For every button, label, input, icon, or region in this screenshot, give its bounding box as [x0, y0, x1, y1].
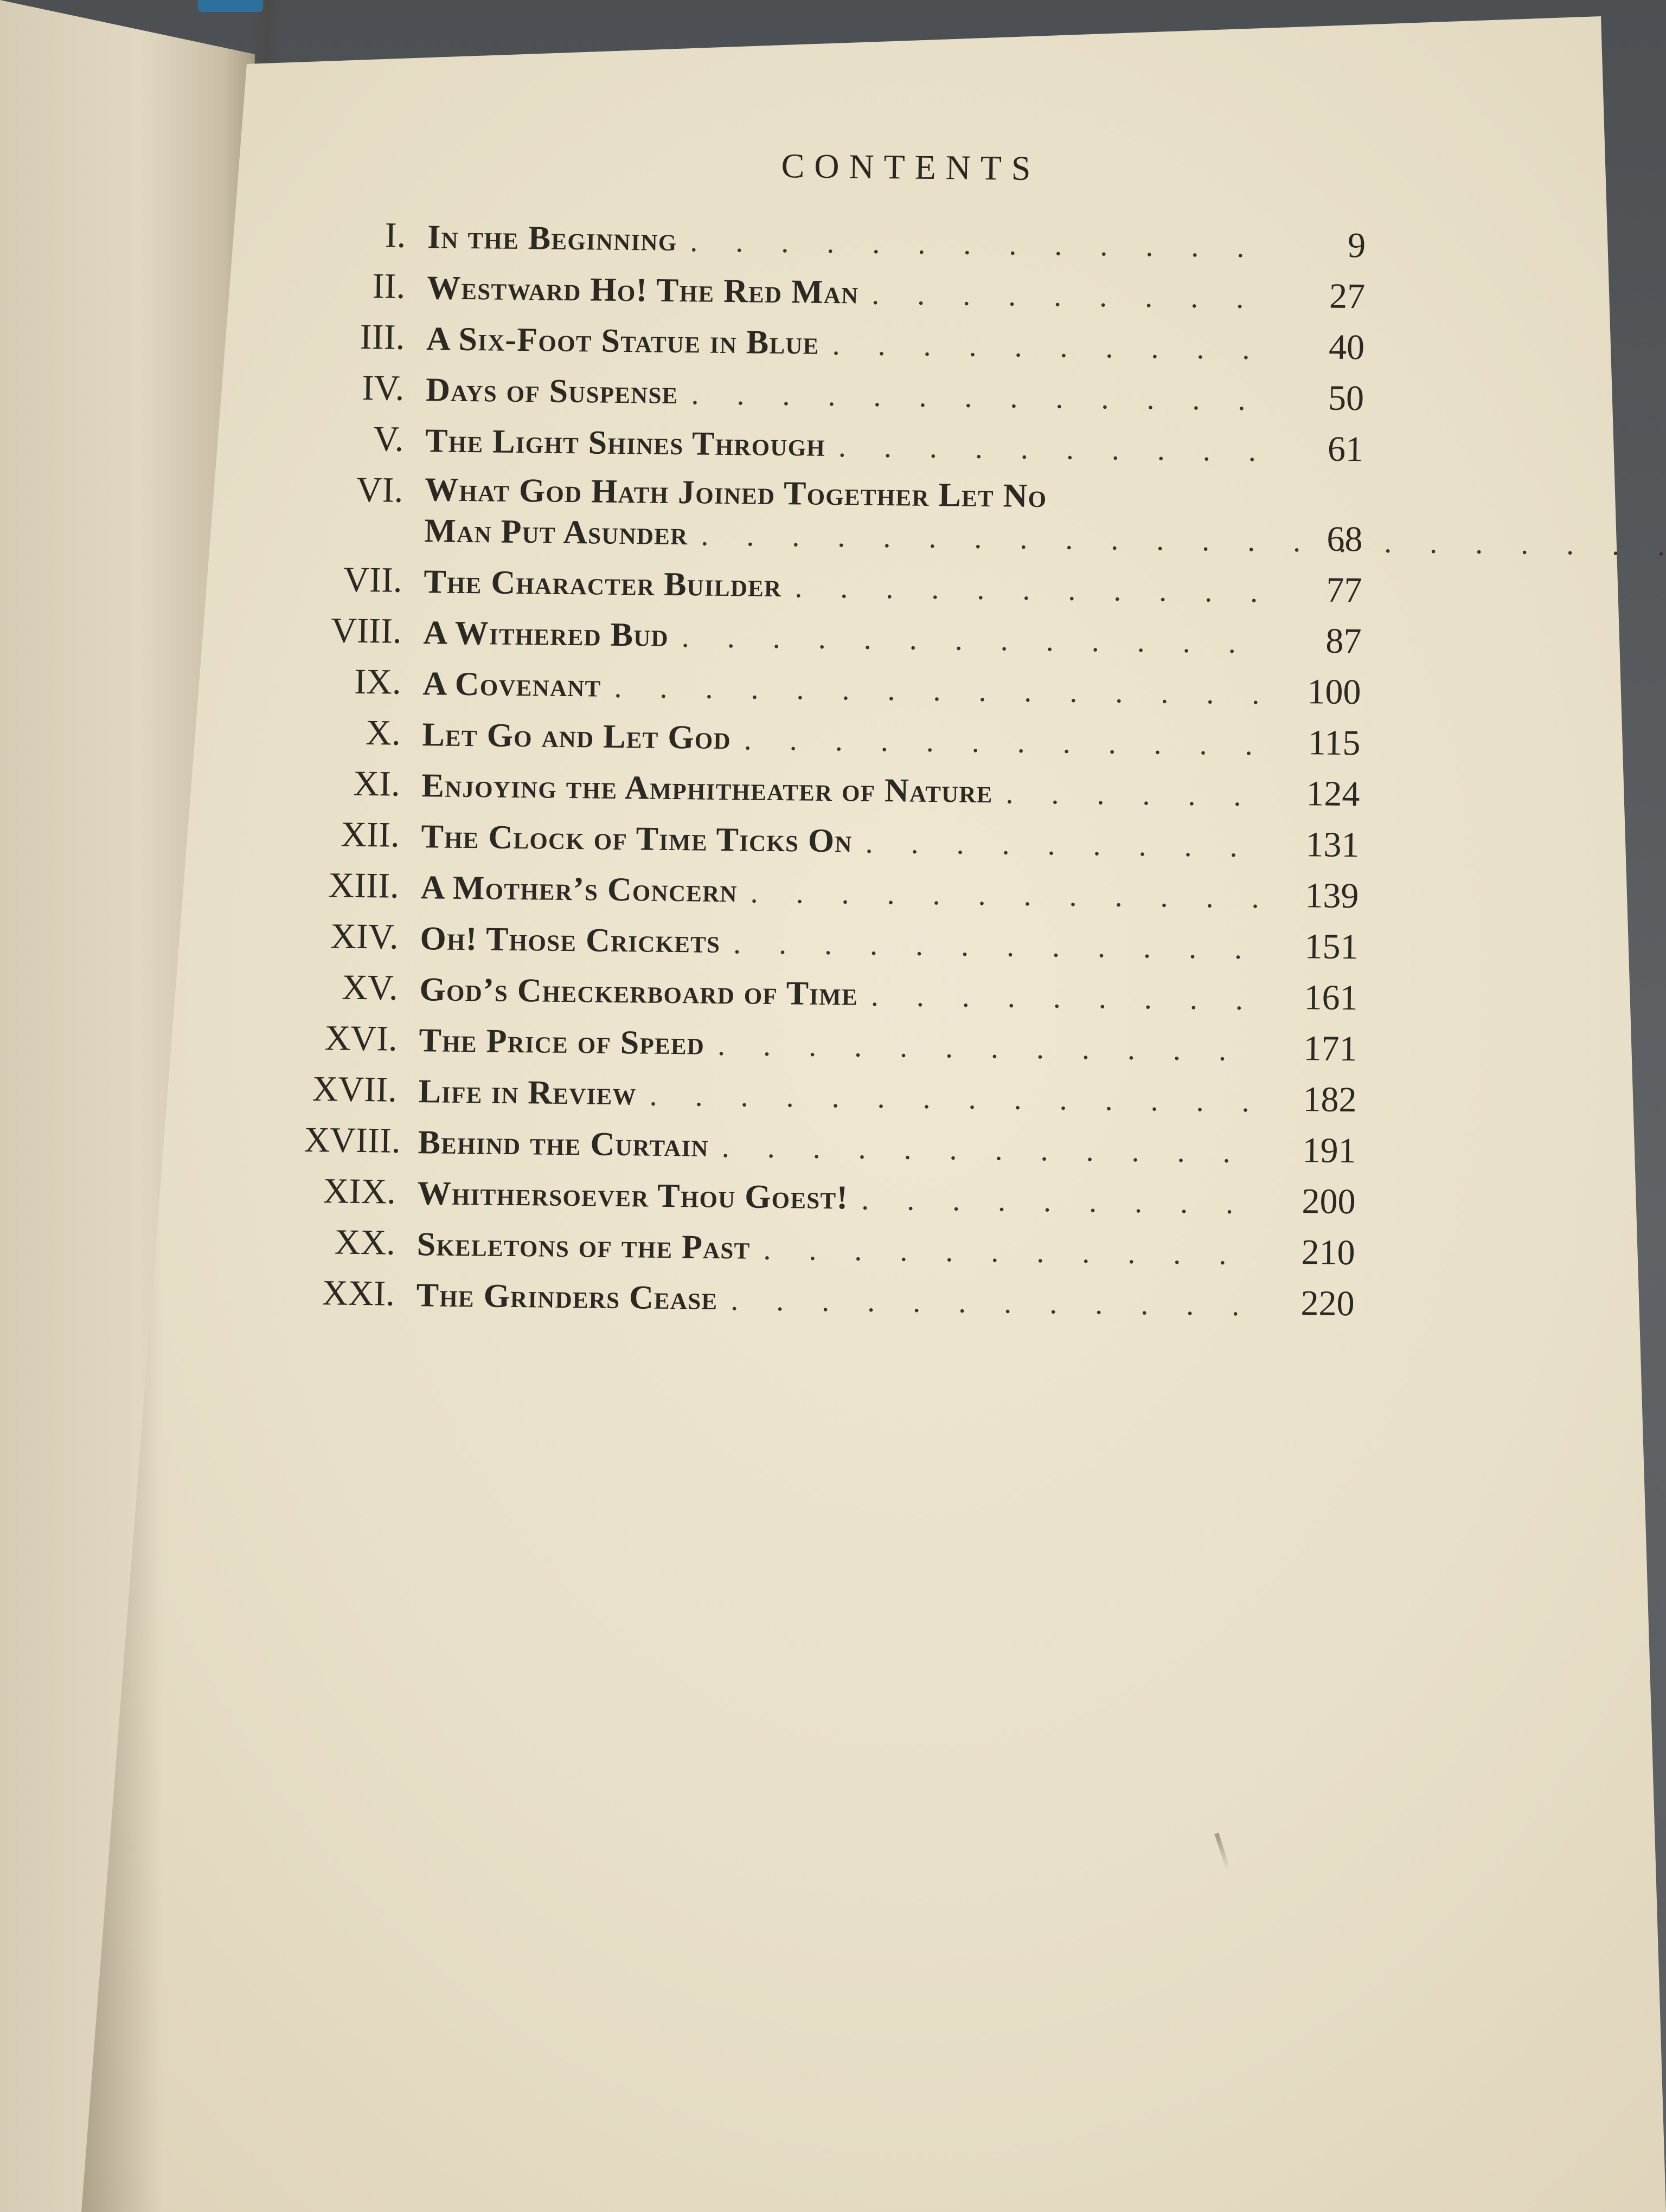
dot-leader	[720, 928, 1266, 964]
chapter-numeral: III.	[360, 317, 405, 357]
chapter-numeral: XIII.	[328, 865, 400, 906]
chapter-title: Whithersoever Thou Goest!	[417, 1175, 849, 1217]
toc-entry	[308, 715, 1502, 763]
chapter-numeral: IX.	[354, 661, 401, 702]
dot-leader	[669, 622, 1270, 659]
dot-leader	[678, 379, 1272, 415]
chapter-title-row	[425, 424, 1272, 466]
toc-entry	[302, 1275, 1496, 1323]
page-number: 131	[1305, 825, 1360, 865]
toc-entry	[311, 421, 1505, 469]
page-number: 61	[1327, 429, 1364, 470]
dot-leader	[992, 778, 1267, 811]
toc-entry	[303, 1173, 1497, 1221]
chapter-numeral: I.	[385, 215, 406, 255]
chapter-numeral: IV.	[362, 368, 405, 408]
chapter-title: A Mother’s Concern	[420, 869, 738, 910]
chapter-numeral: XIX.	[323, 1171, 396, 1212]
chapter-title-row	[427, 271, 1273, 313]
toc-entry	[309, 610, 1503, 661]
chapter-title-line-2: Man Put Asunder	[424, 512, 688, 552]
toc-entry	[305, 969, 1499, 1018]
page-number: 200	[1302, 1181, 1356, 1222]
chapter-numeral: X.	[366, 713, 401, 753]
chapter-title: A Withered Bud	[423, 614, 669, 654]
toc-entry	[307, 816, 1501, 865]
chapter-title-line-1: What God Hath Joined Together Let No	[424, 471, 1047, 515]
toc-list	[302, 217, 1507, 1339]
dot-leader	[704, 1030, 1265, 1066]
chapter-title-row	[424, 565, 1270, 607]
chapter-title: God’s Checkerboard of Time	[419, 971, 858, 1013]
chapter-title-row	[424, 473, 1271, 556]
chapter-numeral: XVII.	[312, 1069, 398, 1110]
page-number: 50	[1328, 378, 1364, 419]
chapter-numeral: II.	[372, 266, 406, 306]
chapter-title-line-2-row	[424, 514, 1666, 569]
book-binding-tab	[198, 0, 263, 12]
page-number: 171	[1303, 1028, 1357, 1069]
toc-entry	[310, 562, 1503, 610]
chapter-title-row	[426, 373, 1272, 415]
toc-entry	[313, 268, 1507, 316]
page-number: 124	[1306, 774, 1360, 814]
chapter-numeral: XI.	[353, 763, 400, 804]
dot-leader	[717, 1285, 1263, 1321]
toc-entry	[304, 1071, 1498, 1120]
dot-leader	[750, 1234, 1263, 1270]
toc-entry	[312, 370, 1505, 418]
dot-leader	[848, 1184, 1264, 1219]
dot-leader	[731, 724, 1268, 760]
chapter-title-row	[421, 820, 1267, 862]
toc-entry	[304, 1122, 1497, 1171]
chapter-title-row	[420, 922, 1266, 964]
toc-entry	[309, 661, 1502, 712]
toc-entry	[306, 867, 1500, 916]
chapter-title-row	[419, 973, 1266, 1015]
chapter-title: A Covenant	[422, 665, 601, 704]
page-number: 115	[1308, 723, 1361, 763]
chapter-numeral: XXI.	[322, 1273, 395, 1314]
chapter-numeral: VII.	[343, 560, 402, 600]
chapter-title: The Character Builder	[424, 563, 782, 605]
chapter-title: The Light Shines Through	[425, 422, 826, 464]
page-number: 100	[1307, 672, 1361, 712]
chapter-numeral: XX.	[334, 1222, 396, 1263]
chapter-title: The Grinders Cease	[416, 1277, 718, 1317]
chapter-numeral: XII.	[341, 814, 400, 855]
chapter-title: Let Go and Let God	[422, 716, 732, 757]
page-number: 191	[1302, 1130, 1356, 1171]
chapter-title-row	[427, 220, 1274, 262]
chapter-title: Westward Ho! The Red Man	[426, 269, 859, 311]
chapter-title-two-line	[424, 473, 1666, 569]
chapter-numeral: V.	[373, 419, 404, 459]
chapter-title-row	[426, 322, 1273, 364]
chapter-title-row	[416, 1227, 1263, 1270]
chapter-numeral: XV.	[341, 967, 399, 1008]
toc-entry	[305, 1020, 1498, 1069]
dot-leader	[858, 279, 1273, 314]
toc-entry	[310, 472, 1504, 559]
chapter-title: Behind the Curtain	[418, 1124, 709, 1164]
chapter-title: A Six-Foot Statue in Blue	[426, 320, 820, 362]
page-number: 161	[1304, 978, 1358, 1018]
chapter-title-row	[422, 718, 1268, 760]
chapter-title-row	[422, 667, 1269, 709]
dot-leader	[708, 1132, 1264, 1168]
dot-leader	[825, 432, 1272, 467]
chapter-title: Skeletons of the Past	[416, 1226, 751, 1266]
chapter-title: The Clock of Time Ticks On	[421, 818, 853, 860]
page-number: 151	[1304, 927, 1359, 967]
dot-leader	[852, 827, 1267, 862]
dot-leader	[677, 226, 1273, 263]
page-number: 182	[1303, 1079, 1357, 1120]
toc-entry	[313, 217, 1507, 265]
chapter-title: Enjoying the Amphitheater of Nature	[421, 767, 993, 811]
chapter-numeral: VIII.	[331, 610, 402, 651]
chapter-numeral: XVIII.	[304, 1120, 401, 1161]
chapter-title-row	[418, 1126, 1264, 1168]
contents-heading: CONTENTS	[781, 146, 1041, 188]
dot-leader	[737, 877, 1266, 913]
dot-leader	[601, 672, 1268, 710]
page-number: 27	[1329, 276, 1366, 317]
dot-leader	[858, 981, 1266, 1015]
chapter-title-row	[418, 1075, 1265, 1117]
dot-leader	[636, 1080, 1264, 1117]
chapter-title-row	[417, 1176, 1264, 1219]
page-number: 77	[1326, 570, 1362, 610]
toc-entry	[306, 918, 1500, 967]
chapter-numeral: VI.	[356, 470, 403, 510]
page-number: 87	[1325, 621, 1362, 661]
page-number: 139	[1305, 876, 1359, 916]
chapter-title-row	[423, 616, 1270, 658]
chapter-title-row	[419, 1024, 1265, 1066]
chapter-title-row	[421, 769, 1268, 811]
dot-leader	[819, 330, 1272, 365]
page-number: 68	[1327, 519, 1363, 560]
toc-entry	[307, 763, 1501, 814]
toc-entry	[312, 319, 1506, 367]
chapter-title-row	[420, 871, 1267, 913]
chapter-title: Days of Suspense	[425, 371, 678, 411]
chapter-title: In the Beginning	[427, 218, 677, 259]
contents-section	[298, 141, 1508, 1780]
chapter-title: Oh! Those Crickets	[420, 920, 721, 960]
toc-entry	[303, 1224, 1496, 1272]
chapter-numeral: XVI.	[324, 1018, 398, 1059]
chapter-title-row	[416, 1278, 1263, 1321]
chapter-title: The Price of Speed	[419, 1022, 705, 1062]
page-number: 210	[1301, 1232, 1356, 1273]
page-number: 40	[1328, 327, 1365, 368]
chapter-title: Life in Review	[418, 1073, 637, 1113]
chapter-numeral: XIV.	[330, 916, 399, 957]
dot-leader	[781, 572, 1270, 607]
page-number: 220	[1300, 1283, 1355, 1324]
page-number: 9	[1347, 225, 1366, 266]
